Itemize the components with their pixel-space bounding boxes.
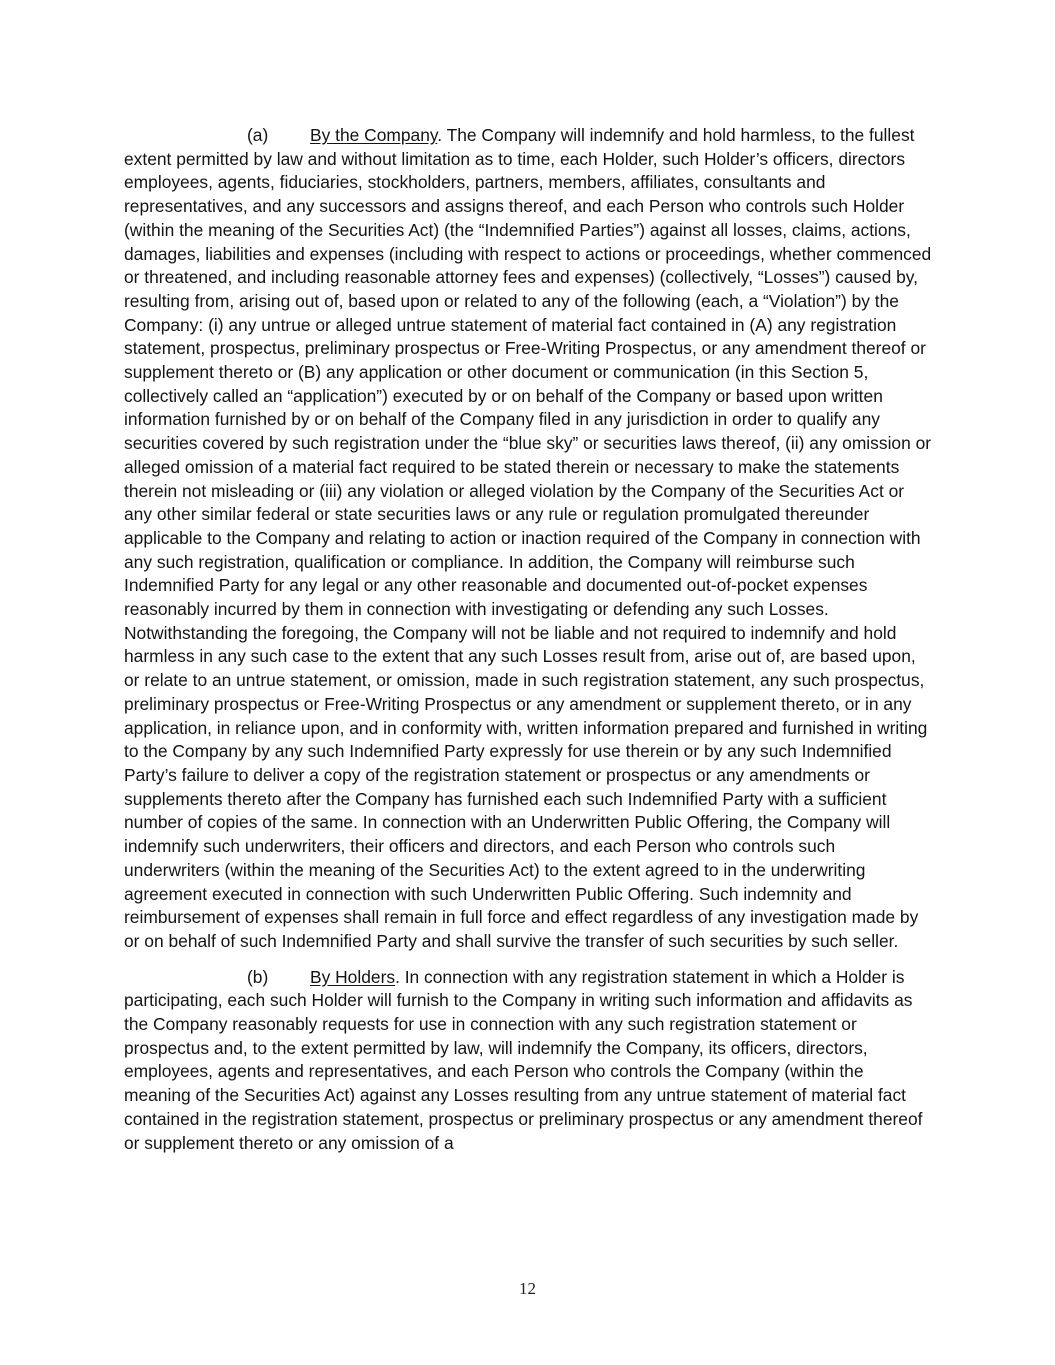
paragraph-a-label: (a) (247, 125, 269, 145)
page-number: 12 (519, 1279, 536, 1298)
paragraph-a-body: . The Company will indemnify and hold harmless, to the fullest extent permitted by law and without limitation as to time, each Holder, such Holder’s officers, directors employees, agents, fiduciaries, stockholders, partners, members, affiliates, consultants and representatives, and any successors and assigns thereof, and each Person who controls such Holder (within the meaning of the Securities Act) (the “Indemnified Parties”) against all losses, claims, actions, damages, liabilities and expenses (including with respect to actions or proceedings, whether commenced or threatened, and including reasonable attorney fees and expenses) (collectively, “Losses”) caused by, resulting from, arising out of, based upon or related to any of the following (each, a “Violation”) by the Company: (i) any untrue or alleged untrue statement of material fact contained in (A) any registration statement, prospectus, preliminary prospectus or Free-Writing Prospectus, or any amendment thereof or supplement thereto or (B) any application or other document or communication (in this Section 5, collectively called an “application”) executed by or on behalf of the Company or based upon written information furnished by or on behalf of the Company filed in any jurisdiction in order to qualify any securities covered by such registration under the “blue sky” or securities laws thereof, (ii) any omission or alleged omission of a material fact required to be stated therein or necessary to make the statements therein not misleading or (iii) any violation or alleged violation by the Company of the Securities Act or any other similar federal or state securities laws or any rule or regulation promulgated thereunder applicable to the Company and relating to action or inaction required of the Company in connection with any such registration, qualification or compliance. In addition, the Company will reimburse such Indemnified Party for any legal or any other reasonable and documented out-of-pocket expenses reasonably incurred by them in connection with investigating or defending any such Losses. Notwithstanding the foregoing, the Company will not be liable and not required to indemnify and hold harmless in any such case to the extent that any such Losses result from, arise out of, are based upon, or relate to an untrue statement, or omission, made in such registration statement, any such prospectus, preliminary prospectus or Free-Writing Prospectus or any amendment or supplement thereto, or in any application, in reliance upon, and in conformity with, written information prepared and furnished in writing to the Company by any such Indemnified Party expressly for use therein or by any such Indemnified Party’s failure to deliver a copy of the registration statement or prospectus or any amendments or supplements thereto after the Company has furnished each such Indemnified Party with a sufficient number of copies of the same. In connection with an Underwritten Public Offering, the Company will indemnify such underwriters, their officers and directors, and each Person who controls such underwriters (within the meaning of the Securities Act) to the extent agreed to in the underwriting agreement executed in connection with such Underwritten Public Offering. Such indemnity and reimbursement of expenses shall remain in full force and effect regardless of any investigation made by or on behalf of such Indemnified Party and shall survive the transfer of such securities by such seller. (124, 125, 932, 951)
paragraph-a-heading: By the Company (310, 125, 438, 145)
paragraph-b-heading: By Holders (310, 966, 396, 987)
paragraph-b (124, 966, 932, 1156)
document-page (124, 124, 932, 1167)
paragraph-b-body: . In connection with any registration statement in which a Holder is participating, each such Holder will furnish to the Company in writing such information and affidavits as the Company reasonably requests for use in connection with any such registration statement or prospectus and, to the extent permitted by law, will indemnify the Company, its officers, directors, employees, agents and representatives, and each Person who controls the Company (within the meaning of the Securities Act) against any Losses resulting from any untrue statement of material fact contained in the registration statement, prospectus or preliminary prospectus or any amendment thereof or supplement thereto or any omission of a (124, 966, 923, 1153)
paragraph-a-lead (124, 125, 310, 145)
paragraph-b-label: (b) (247, 966, 269, 987)
paragraph-b-lead (124, 967, 310, 987)
paragraph-a (124, 124, 932, 954)
